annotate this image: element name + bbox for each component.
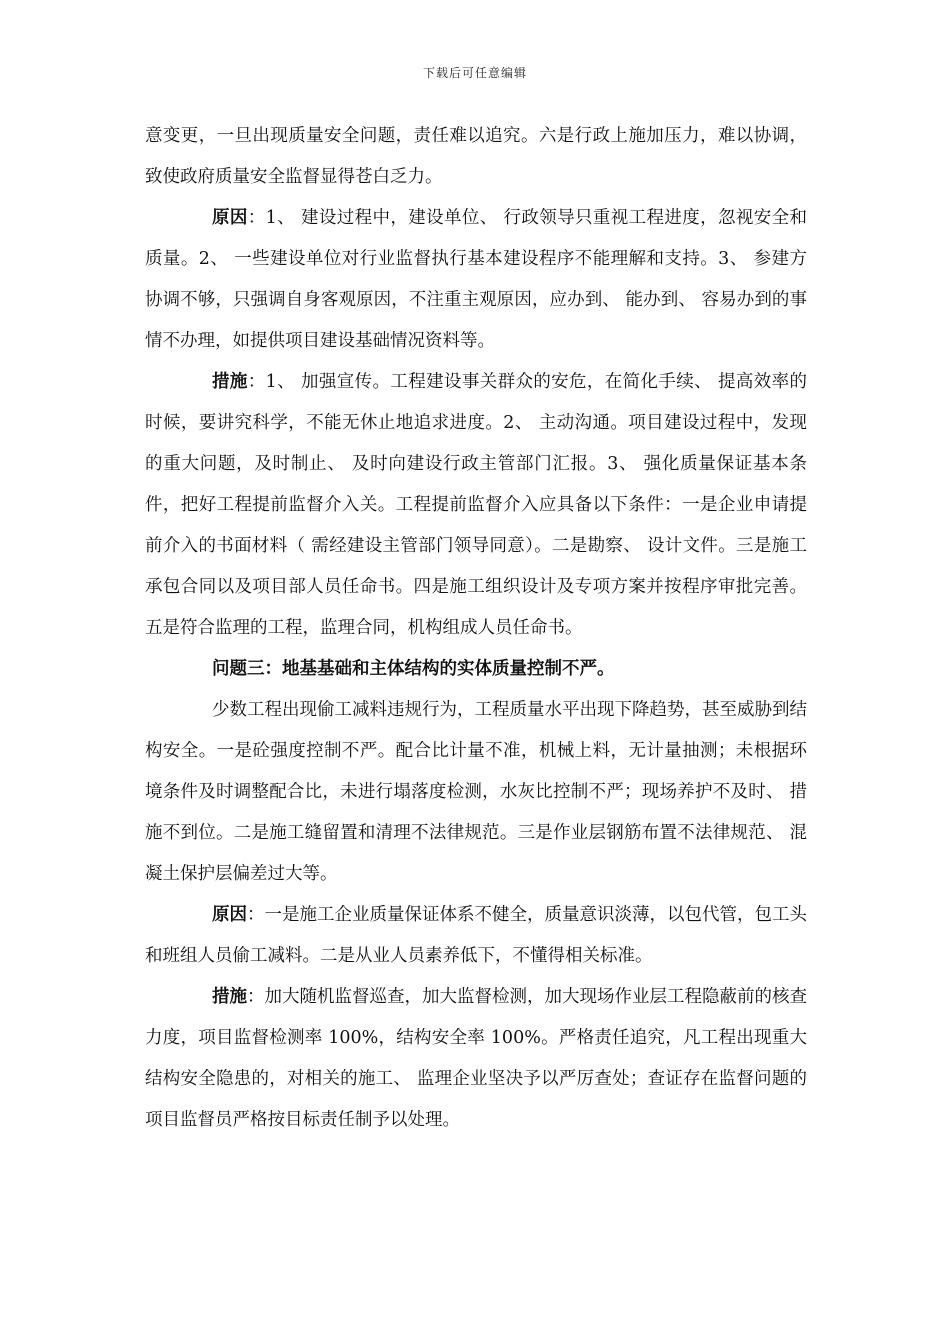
paragraph-measure-1: [145, 362, 807, 649]
paragraph-cause-1: [145, 198, 807, 362]
measure-text: ：加大随机监督巡查，加大监督检测，加大现场作业层工程隐蔽前的核查力度，项目监督检测率 100%，结构安全率 100%。严格责任追究，凡工程出现重大结构安全隐患的，对相关的施工、 监理企业坚决予以严厉查处；查证存在监督问题的项目监督员严格按目标责任制予以处理。: [145, 987, 807, 1130]
document-body: [145, 116, 807, 1141]
paragraph-measure-2: [145, 977, 807, 1141]
measure-label: 措施: [212, 372, 248, 392]
page-header: 下载后可任意编辑: [422, 66, 527, 80]
paragraph-continuation: 意变更，一旦出现质量安全问题，责任难以追究。六是行政上施加压力，难以协调，致使政府质量安全监督显得苍白乏力。: [145, 126, 807, 187]
cause-label: 原因: [212, 208, 248, 228]
paragraph-cause-2: [145, 895, 807, 977]
cause-text: ：一是施工企业质量保证体系不健全，质量意识淡薄，以包代管，包工头和班组人员偷工减料。二是从业人员素养低下，不懂得相关标准。: [145, 905, 807, 966]
cause-label: 原因: [212, 905, 247, 925]
paragraph-problem-3-description: 少数工程出现偷工减料违规行为，工程质量水平出现下降趋势，甚至威胁到结构安全。一是砼强度控制不严。配合比计量不准，机械上料，无计量抽测；未根据环境条件及时调整配合比，未进行塌落度检测，水灰比控制不严；现场养护不及时、 措施不到位。二是施工缝留置和清理不法律规范。三是作业层钢筋布置不法律规范、 混凝土保护层偏差过大等。: [145, 700, 807, 884]
measure-text: ：1、 加强宣传。工程建设事关群众的安危，在简化手续、 提高效率的时候，要讲究科学，不能无休止地追求进度。2、 主动沟通。项目建设过程中，发现的重大问题，及时制止、 及时向建设行政主管部门汇报。3、 强化质量保证基本条件，把好工程提前监督介入关。工程提前监督介入应具备以下条件：一是企业申请提前介入的书面材料（ 需经建设主管部门领导同意）。二是勘察、 设计文件。三是施工承包合同以及项目部人员任命书。四是施工组织设计及专项方案并按程序审批完善。五是符合监理的工程，监理合同，机构组成人员任命书。: [145, 372, 807, 638]
section-heading-problem-3: 问题三：地基基础和主体结构的实体质量控制不严。: [212, 659, 615, 679]
cause-text: ：1、 建设过程中，建设单位、 行政领导只重视工程进度，忽视安全和质量。2、 一些建设单位对行业监督执行基本建设程序不能理解和支持。3、 参建方协调不够，只强调自身客观原因，不注重主观原因，应办到、 能办到、 容易办到的事情不办理，如提供项目建设基础情况资料等。: [145, 208, 807, 351]
measure-label: 措施: [212, 987, 247, 1007]
